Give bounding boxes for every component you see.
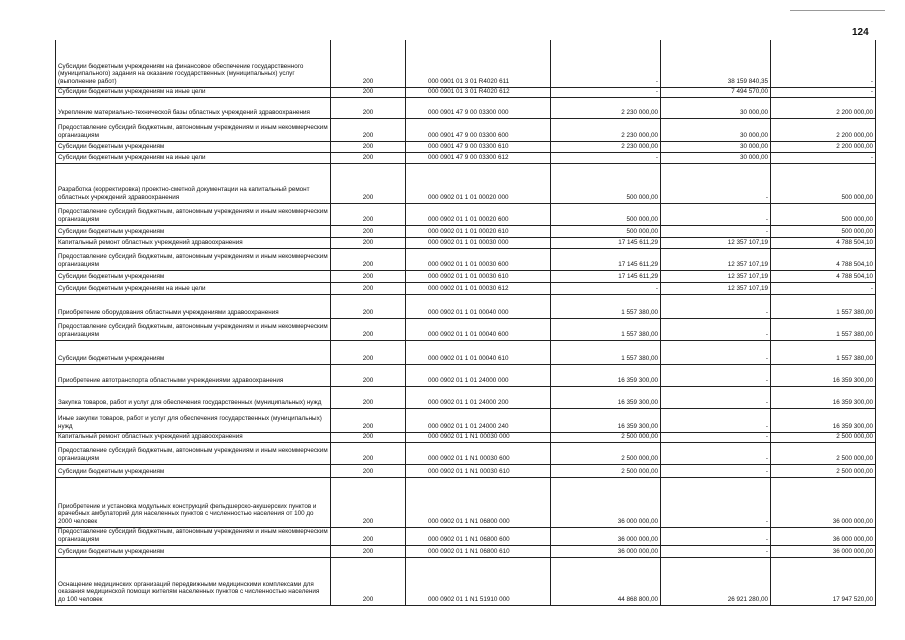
row-code: 200 <box>331 545 406 557</box>
row-value-3: - <box>771 282 876 294</box>
table-row <box>56 408 876 432</box>
row-kbk: 000 0901 47 9 00 03300 612 <box>406 152 551 163</box>
row-name: Приобретение и установка модульных конструкций фельдшерско-акушерских пунктов и врачебных амбулаторий для населенных пунктов с численностью населения от 100 до 2000 человек <box>56 477 331 527</box>
row-code: 200 <box>331 225 406 237</box>
row-value-3: 16 359 300,00 <box>771 408 876 432</box>
row-value-2: - <box>661 225 771 237</box>
row-value-2: 30 000,00 <box>661 141 771 152</box>
table-row <box>56 270 876 282</box>
row-value-1: 1 557 380,00 <box>551 318 661 340</box>
row-value-1: 500 000,00 <box>551 203 661 225</box>
row-name: Иные закупки товаров, работ и услуг для обеспечения государственных (муниципальных) нужд <box>56 408 331 432</box>
row-value-1: 17 145 611,29 <box>551 270 661 282</box>
row-value-1: 17 145 611,29 <box>551 237 661 248</box>
row-value-2: - <box>661 464 771 477</box>
row-value-2: - <box>661 163 771 203</box>
row-name: Оснащение медицинских организаций передвижными медицинскими комплексами для оказания медицинской помощи жителям населенных пунктов с численностью населения до 100 человек <box>56 557 331 605</box>
row-value-3: 1 557 380,00 <box>771 318 876 340</box>
row-code: 200 <box>331 282 406 294</box>
row-name: Приобретение оборудования областными учреждениями здравоохранения <box>56 294 331 318</box>
row-name: Субсидии бюджетным учреждениям на иные цели <box>56 152 331 163</box>
row-value-1: 500 000,00 <box>551 225 661 237</box>
row-code: 200 <box>331 294 406 318</box>
row-code: 200 <box>331 141 406 152</box>
row-kbk: 000 0901 47 9 00 03300 600 <box>406 118 551 141</box>
table-row <box>56 97 876 118</box>
row-value-1: 16 359 300,00 <box>551 364 661 386</box>
row-value-3: - <box>771 40 876 87</box>
row-kbk: 000 0902 01 1 01 00030 000 <box>406 237 551 248</box>
row-value-3: 1 557 380,00 <box>771 340 876 364</box>
row-kbk: 000 0902 01 1 N1 00030 000 <box>406 432 551 442</box>
row-value-1: 36 000 000,00 <box>551 477 661 527</box>
row-code: 200 <box>331 152 406 163</box>
row-name: Предоставление субсидий бюджетным, автономным учреждениям и иным некоммерческим организациям <box>56 527 331 545</box>
table-row <box>56 152 876 163</box>
table-row <box>56 248 876 270</box>
row-kbk: 000 0902 01 1 01 00030 600 <box>406 248 551 270</box>
table-row <box>56 118 876 141</box>
table-row <box>56 386 876 408</box>
row-value-2: 12 357 107,19 <box>661 248 771 270</box>
row-code: 200 <box>331 527 406 545</box>
row-kbk: 000 0902 01 1 N1 00030 610 <box>406 464 551 477</box>
row-value-2: - <box>661 442 771 464</box>
row-value-3: 36 000 000,00 <box>771 477 876 527</box>
row-value-1: 2 230 000,00 <box>551 118 661 141</box>
row-kbk: 000 0902 01 1 01 00020 610 <box>406 225 551 237</box>
row-value-1: - <box>551 282 661 294</box>
row-code: 200 <box>331 408 406 432</box>
row-value-3: 4 788 504,10 <box>771 248 876 270</box>
page-number: 124 <box>852 27 869 38</box>
table-row <box>56 225 876 237</box>
row-name: Субсидии бюджетным учреждениям <box>56 141 331 152</box>
row-value-1: 1 557 380,00 <box>551 340 661 364</box>
table-row <box>56 364 876 386</box>
row-code: 200 <box>331 318 406 340</box>
row-name: Укрепление материально-технической базы областных учреждений здравоохранения <box>56 97 331 118</box>
row-value-3: 16 359 300,00 <box>771 364 876 386</box>
row-value-1: 1 557 380,00 <box>551 294 661 318</box>
row-code: 200 <box>331 442 406 464</box>
row-name: Предоставление субсидий бюджетным, автономным учреждениям и иным некоммерческим организациям <box>56 318 331 340</box>
row-name: Субсидии бюджетным учреждениям на иные цели <box>56 87 331 97</box>
row-name: Субсидии бюджетным учреждениям <box>56 464 331 477</box>
row-code: 200 <box>331 248 406 270</box>
row-kbk: 000 0902 01 1 01 00040 610 <box>406 340 551 364</box>
row-value-3: 500 000,00 <box>771 225 876 237</box>
row-value-3: 500 000,00 <box>771 163 876 203</box>
row-value-1: 16 359 300,00 <box>551 408 661 432</box>
row-value-1: - <box>551 87 661 97</box>
row-code: 200 <box>331 386 406 408</box>
row-value-2: - <box>661 294 771 318</box>
row-value-2: - <box>661 386 771 408</box>
table-row <box>56 527 876 545</box>
row-value-1: - <box>551 40 661 87</box>
row-name: Предоставление субсидий бюджетным, автономным учреждениям и иным некоммерческим организациям <box>56 442 331 464</box>
table-row <box>56 163 876 203</box>
row-value-3: 2 200 000,00 <box>771 118 876 141</box>
row-code: 200 <box>331 87 406 97</box>
row-name: Закупка товаров, работ и услуг для обеспечения государственных (муниципальных) нужд <box>56 386 331 408</box>
row-value-2: - <box>661 545 771 557</box>
row-value-1: 2 230 000,00 <box>551 141 661 152</box>
budget-table <box>55 40 876 606</box>
row-value-2: 30 000,00 <box>661 97 771 118</box>
row-value-2: - <box>661 203 771 225</box>
row-value-3: 36 000 000,00 <box>771 527 876 545</box>
row-value-1: 2 500 000,00 <box>551 464 661 477</box>
row-value-1: - <box>551 152 661 163</box>
row-name: Капитальный ремонт областных учреждений здравоохранения <box>56 432 331 442</box>
row-name: Капитальный ремонт областных учреждений здравоохранения <box>56 237 331 248</box>
row-code: 200 <box>331 118 406 141</box>
table-row <box>56 432 876 442</box>
row-code: 200 <box>331 464 406 477</box>
table-row <box>56 40 876 87</box>
row-name: Субсидии бюджетным учреждениям <box>56 545 331 557</box>
row-value-3: 1 557 380,00 <box>771 294 876 318</box>
row-code: 200 <box>331 557 406 605</box>
row-code: 200 <box>331 237 406 248</box>
row-name: Приобретение автотранспорта областными учреждениями здравоохранения <box>56 364 331 386</box>
row-name: Предоставление субсидий бюджетным, автономным учреждениям и иным некоммерческим организациям <box>56 248 331 270</box>
row-value-2: - <box>661 364 771 386</box>
row-kbk: 000 0901 01 3 01 R4020 612 <box>406 87 551 97</box>
row-kbk: 000 0902 01 1 N1 00030 600 <box>406 442 551 464</box>
row-kbk: 000 0901 47 9 00 03300 610 <box>406 141 551 152</box>
row-value-1: 2 500 000,00 <box>551 442 661 464</box>
row-kbk: 000 0902 01 1 01 00030 610 <box>406 270 551 282</box>
row-kbk: 000 0902 01 1 01 00040 000 <box>406 294 551 318</box>
row-name: Субсидии бюджетным учреждениям <box>56 225 331 237</box>
row-kbk: 000 0902 01 1 N1 06800 000 <box>406 477 551 527</box>
row-name: Субсидии бюджетным учреждениям <box>56 270 331 282</box>
row-code: 200 <box>331 340 406 364</box>
row-name: Субсидии бюджетным учреждениям на финансовое обеспечение государственного (муниципального) задания на оказание государственных (муниципальных) услуг (выполнение работ) <box>56 40 331 87</box>
row-value-2: - <box>661 318 771 340</box>
table-row <box>56 477 876 527</box>
row-value-2: 12 357 107,19 <box>661 237 771 248</box>
row-kbk: 000 0902 01 1 01 00020 600 <box>406 203 551 225</box>
table-row <box>56 141 876 152</box>
row-code: 200 <box>331 270 406 282</box>
row-kbk: 000 0902 01 1 N1 06800 610 <box>406 545 551 557</box>
row-value-3: 36 000 000,00 <box>771 545 876 557</box>
row-value-3: 4 788 504,10 <box>771 270 876 282</box>
table-row <box>56 87 876 97</box>
row-value-2: 12 357 107,19 <box>661 270 771 282</box>
row-name: Субсидии бюджетным учреждениям <box>56 340 331 364</box>
row-value-2: - <box>661 527 771 545</box>
row-value-3: - <box>771 87 876 97</box>
table-row <box>56 464 876 477</box>
row-value-1: 17 145 611,29 <box>551 248 661 270</box>
row-value-2: 38 159 840,35 <box>661 40 771 87</box>
row-kbk: 000 0902 01 1 01 24000 240 <box>406 408 551 432</box>
table-row <box>56 545 876 557</box>
row-value-3: 2 500 000,00 <box>771 442 876 464</box>
row-kbk: 000 0902 01 1 N1 06800 600 <box>406 527 551 545</box>
row-name: Разработка (корректировка) проектно-сметной документации на капитальный ремонт областных учреждений здравоохранения <box>56 163 331 203</box>
row-kbk: 000 0902 01 1 01 00040 600 <box>406 318 551 340</box>
row-name: Предоставление субсидий бюджетным, автономным учреждениям и иным некоммерческим организациям <box>56 118 331 141</box>
row-code: 200 <box>331 203 406 225</box>
row-value-2: - <box>661 477 771 527</box>
row-code: 200 <box>331 40 406 87</box>
row-value-3: 2 200 000,00 <box>771 141 876 152</box>
row-value-3: 16 359 300,00 <box>771 386 876 408</box>
row-value-2: 12 357 107,19 <box>661 282 771 294</box>
row-kbk: 000 0902 01 1 N1 51910 000 <box>406 557 551 605</box>
row-kbk: 000 0901 01 3 01 R4020 611 <box>406 40 551 87</box>
row-kbk: 000 0902 01 1 01 00030 612 <box>406 282 551 294</box>
table-row <box>56 237 876 248</box>
row-code: 200 <box>331 364 406 386</box>
row-value-2: - <box>661 340 771 364</box>
table-row <box>56 282 876 294</box>
row-value-3: 2 200 000,00 <box>771 97 876 118</box>
row-name: Субсидии бюджетным учреждениям на иные цели <box>56 282 331 294</box>
table-row <box>56 442 876 464</box>
row-kbk: 000 0902 01 1 01 24000 000 <box>406 364 551 386</box>
row-value-1: 36 000 000,00 <box>551 545 661 557</box>
row-value-1: 44 868 800,00 <box>551 557 661 605</box>
row-kbk: 000 0902 01 1 01 24000 200 <box>406 386 551 408</box>
row-value-3: 500 000,00 <box>771 203 876 225</box>
scan-artifact <box>790 10 885 11</box>
row-code: 200 <box>331 163 406 203</box>
table-row <box>56 340 876 364</box>
table-row <box>56 294 876 318</box>
row-value-3: 2 500 000,00 <box>771 464 876 477</box>
table-row <box>56 203 876 225</box>
row-value-1: 16 359 300,00 <box>551 386 661 408</box>
row-value-1: 500 000,00 <box>551 163 661 203</box>
row-value-1: 2 500 000,00 <box>551 432 661 442</box>
table-row <box>56 318 876 340</box>
row-code: 200 <box>331 432 406 442</box>
row-value-3: - <box>771 152 876 163</box>
row-value-3: 4 788 504,10 <box>771 237 876 248</box>
row-value-2: 30 000,00 <box>661 118 771 141</box>
row-kbk: 000 0901 47 9 00 03300 000 <box>406 97 551 118</box>
row-code: 200 <box>331 97 406 118</box>
row-value-2: 7 494 570,00 <box>661 87 771 97</box>
row-value-3: 2 500 000,00 <box>771 432 876 442</box>
row-value-2: - <box>661 432 771 442</box>
row-value-2: 30 000,00 <box>661 152 771 163</box>
row-value-2: - <box>661 408 771 432</box>
row-value-1: 2 230 000,00 <box>551 97 661 118</box>
table-row <box>56 557 876 605</box>
row-name: Предоставление субсидий бюджетным, автономным учреждениям и иным некоммерческим организациям <box>56 203 331 225</box>
row-value-1: 36 000 000,00 <box>551 527 661 545</box>
row-value-2: 26 921 280,00 <box>661 557 771 605</box>
row-kbk: 000 0902 01 1 01 00020 000 <box>406 163 551 203</box>
row-value-3: 17 947 520,00 <box>771 557 876 605</box>
row-code: 200 <box>331 477 406 527</box>
